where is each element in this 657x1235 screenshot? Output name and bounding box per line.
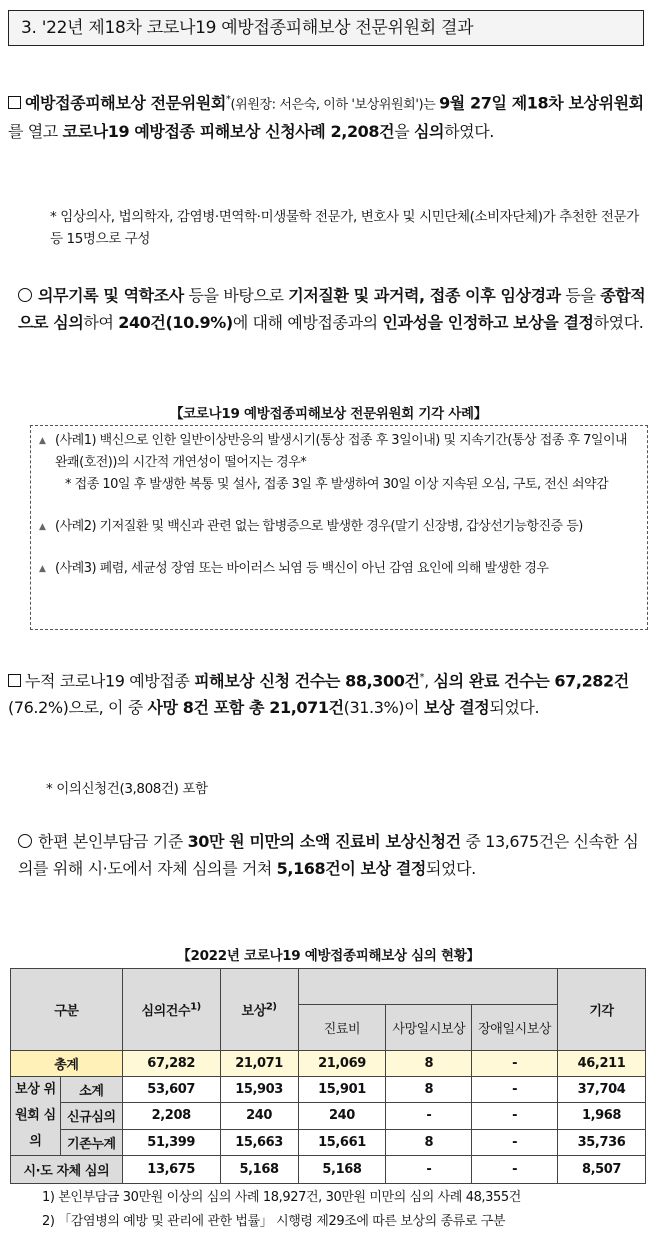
table-row-province: 시·도 자체 심의 13,675 5,168 5,168 - - 8,507: [11, 1156, 646, 1184]
case-item: ▲ (사례3) 폐렴, 세균성 장염 또는 바이러스 뇌염 등 백신이 아닌 감염 요인에 의해 발생한 경우: [37, 558, 641, 580]
header-medical: 진료비: [298, 1005, 386, 1051]
square-bullet-icon: [8, 674, 21, 687]
paragraph-committee: 예방접종피해보상 전문위원회*(위원장: 서은숙, 이하 '보상위원회')는 9월 27일 제18차 보상위원회를 열고 코로나19 예방접종 피해보상 신청사례 2,208건을 심의하였다.: [8, 93, 644, 142]
committee-footnote: * 임상의사, 법의학자, 감염병·면역학·미생물학 전문가, 변호사 및 시민단체(소비자단체)가 추천한 전문가 등 15명으로 구성: [50, 209, 639, 247]
header-disability: 장애일시보상: [472, 1005, 558, 1051]
table-row-subtotal: 보상 위원회 심의 소계 53,607 15,903 15,901 8 - 37,704: [11, 1077, 646, 1103]
header-review-count: 심의건수$^{1)}$: [122, 969, 220, 1051]
group-label: 보상 위원회 심의: [11, 1077, 61, 1156]
triangle-bullet-icon: ▲: [39, 564, 46, 574]
case-item: ▲ (사례1) 백신으로 인한 일반이상반응의 발생시기(통상 접종 후 3일이내) 및 지속기간(통상 접종 후 7일이내 완쾌(호전))의 시간적 개연성이 떨어지는 경우*: [37, 430, 641, 474]
case-subnote: * 접종 10일 후 발생한 복통 및 설사, 접종 3일 후 발생하여 30일 이상 지속된 오심, 구토, 전신 쇠약감: [65, 477, 609, 492]
section-title: 3. '22년 제18차 코로나19 예방접종피해보상 전문위원회 결과: [8, 10, 644, 46]
review-status-table: [10, 968, 646, 1184]
header-compensation: 보상$^{2)}$: [220, 969, 298, 1051]
paragraph-province: 한편 본인부담금 기준 30만 원 미만의 소액 진료비 보상신청건 중 13,675건은 신속한 심의를 위해 시·도에서 자체 심의를 거쳐 5,168건이 보상 결정되었다.: [18, 832, 639, 878]
paragraph-review-result: 의무기록 및 역학조사 등을 바탕으로 기저질환 및 과거력, 접종 이후 임상경과 등을 종합적으로 심의하여 240건(10.9%)에 대해 예방접종과의 인과성을 인정하고 보상을 결정하였다.: [18, 286, 646, 332]
case-item: ▲ (사례2) 기저질환 및 백신과 관련 없는 합병증으로 발생한 경우(말기 신장병, 갑상선기능항진증 등): [37, 516, 641, 538]
table-row-new: 신규심의 2,208 240 240 - - 1,968: [11, 1103, 646, 1129]
header-compensation-group: [298, 969, 557, 1005]
circle-bullet-icon: [18, 834, 32, 848]
rejection-cases-title: 【코로나19 예방접종피해보상 전문위원회 기각 사례】: [169, 406, 487, 422]
header-category: 구분: [11, 969, 123, 1051]
header-death: 사망일시보상: [386, 1005, 472, 1051]
rejection-cases-box: [30, 425, 648, 630]
table-footnote-1: 1) 본인부담금 30만원 이상의 심의 사례 18,927건, 30만원 미만의 심의 사례 48,355건: [42, 1190, 521, 1205]
table-row-existing: 기존누계 51,399 15,663 15,661 8 - 35,736: [11, 1129, 646, 1155]
table-title: 【2022년 코로나19 예방접종피해보상 심의 현황】: [177, 948, 480, 964]
cumulative-footnote: * 이의신청건(3,808건) 포함: [46, 781, 208, 797]
header-rejected: 기각: [558, 969, 646, 1051]
triangle-bullet-icon: ▲: [39, 436, 46, 446]
table-footnote-2: 2) 「감염병의 예방 및 관리에 관한 법률」 시행령 제29조에 따른 보상의 종류로 구분: [42, 1214, 506, 1229]
paragraph-cumulative: 누적 코로나19 예방접종 피해보상 신청 건수는 88,300건*, 심의 완료 건수는 67,282건(76.2%)으로, 이 중 사망 8건 포함 총 21,071건(31.3%)이 보상 결정되었다.: [8, 671, 629, 718]
circle-bullet-icon: [18, 288, 32, 302]
triangle-bullet-icon: ▲: [39, 522, 46, 532]
square-bullet-icon: [8, 96, 21, 109]
table-row-total: 총계 67,282 21,071 21,069 8 - 46,211: [11, 1051, 646, 1077]
